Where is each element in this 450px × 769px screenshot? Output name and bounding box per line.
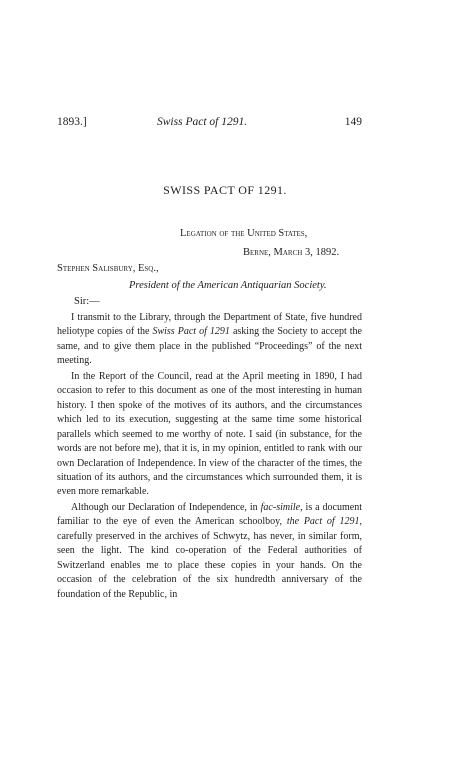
letter-salutation: Sir:— xyxy=(74,296,100,307)
body-paragraph xyxy=(57,501,362,602)
italic-phrase: the Pact of 1291 xyxy=(286,516,360,528)
letter-body xyxy=(57,311,362,602)
running-head-title: Swiss Pact of 1291. xyxy=(157,116,248,128)
running-head-year: 1893.] xyxy=(57,116,87,128)
letter-addressee: Stephen Salisbury, Esq., xyxy=(57,263,159,274)
page-number: 149 xyxy=(344,116,362,128)
running-head xyxy=(57,114,362,130)
italic-phrase: Swiss Pact of 1291 xyxy=(152,326,230,338)
paragraph-text: Although our Declaration of Independence, in xyxy=(71,501,261,513)
paragraph-text: asking the Society to accept the same, and to give them place in the published “Proceedings” of the next meeting. xyxy=(57,326,362,367)
document-title: SWISS PACT OF 1291. xyxy=(163,183,287,197)
paragraph-text: , carefully preserved in the archives of Schwytz, has never, in similar form, seen the light. The kind co-operation of the Federal authorities of Switzerland enables me to place these copies in your hands. On the occasion of the celebration of the six hundredth anniversary of the foundation of the Republic, in xyxy=(57,516,362,600)
paragraph-text: , is a document familiar to the eye of even the American schoolboy, xyxy=(57,501,362,528)
letter-addressee-title: President of the American Antiquarian Society. xyxy=(129,280,327,291)
paragraph-text: I transmit to the Library, through the Department of State, five hundred heliotype copies of the xyxy=(57,312,362,338)
letter-date: Berne, March 3, 1892. xyxy=(243,247,340,258)
letter-legation: Legation of the United States, xyxy=(180,228,308,239)
body-paragraph xyxy=(57,311,362,369)
body-paragraph: In the Report of the Council, read at the April meeting in 1890, I had occasion to refer to this document as one of the most interesting in human history. I then spoke of the motives of its authors, and the circumstances which led to its execution, suggesting at the same time some historical parallels which seemed to me worthy of note. I said (in substance, for the words are not before me), that it is, in my opinion, entitled to rank with our own Declaration of Independence. In view of the character of the times, the situation of its authors, and the circumstances which surrounded them, it is even more remarkable. xyxy=(57,370,362,498)
italic-phrase: fac-simile xyxy=(260,501,301,513)
